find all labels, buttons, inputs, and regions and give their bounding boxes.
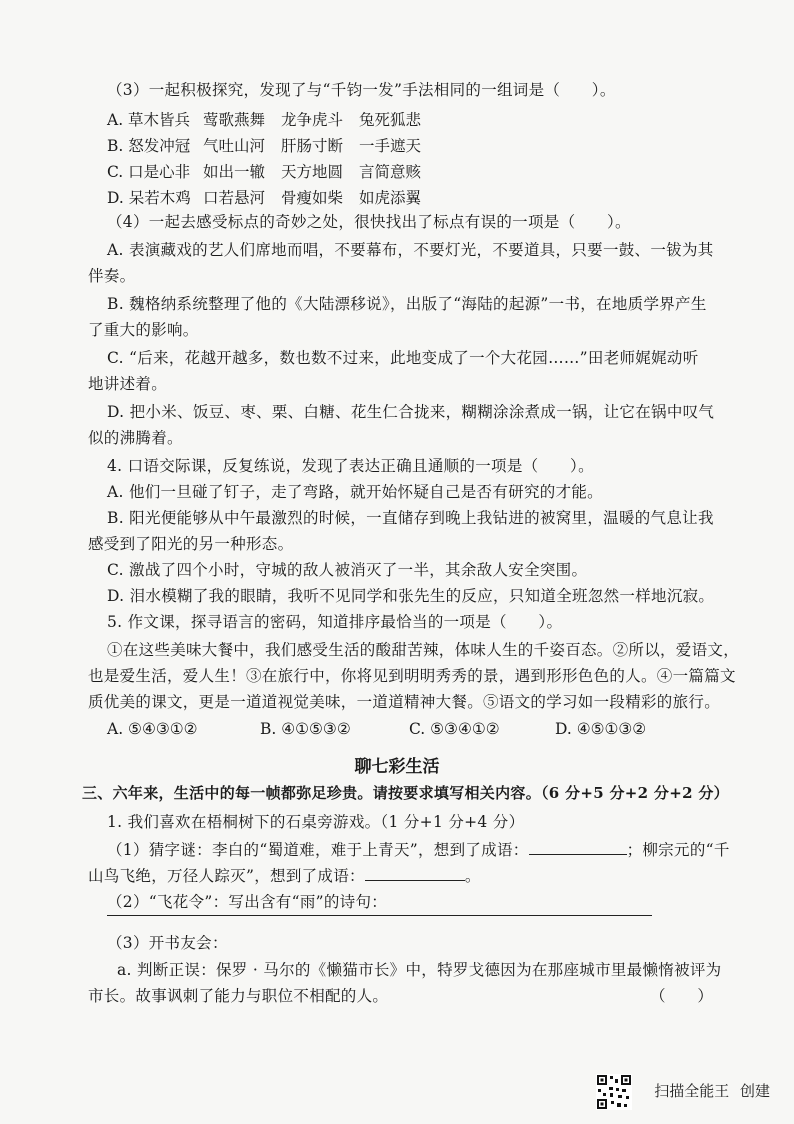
q4-stem: （4）一起去感受标点的奇妙之处，很快找出了标点有误的一项是（ ）。: [107, 213, 631, 231]
q3-d-2: 口若悬河: [203, 189, 266, 207]
q3-c-2: 如出一辙: [203, 163, 266, 181]
q3-d-4: 如虎添翼: [359, 189, 422, 207]
q3-c-1: C. 口是心非: [107, 163, 191, 181]
true-false-answer-paren[interactable]: （ ）: [650, 987, 714, 1005]
scanner-app-name: 扫描全能王: [654, 1082, 730, 1100]
q3-a-2: 莺歌燕舞: [203, 111, 266, 129]
q3-a-4: 兔死狐悲: [359, 111, 422, 129]
true-false-line1: a. 判断正误：保罗 · 马尔的《懒猫市长》中，特罗戈德因为在那座城市里最懒惰被评为: [117, 961, 722, 979]
part3-heading: 三、六年来，生活中的每一帧都弥足珍贵。请按要求填写相关内容。（6 分+5 分+2 分+2 分）: [82, 784, 729, 802]
idiom-answer-blank-1[interactable]: [529, 840, 627, 855]
q4b-stem: 4. 口语交际课，反复练说，发现了表达正确且通顺的一项是（ ）。: [107, 457, 594, 475]
q3-stem: （3）一起积极探究，发现了与“千钧一发”手法相同的一组词是（ ）。: [107, 81, 616, 99]
qr-code-icon: [596, 1074, 632, 1110]
q3-d-1: D. 呆若木鸡: [107, 189, 191, 207]
riddle1-suffix: ；柳宗元的“千: [626, 841, 730, 859]
q3-a-1: A. 草木皆兵: [107, 111, 191, 129]
q3-b-1: B. 怒发冲冠: [107, 137, 191, 155]
q4b-option-a: A. 他们一旦碰了钉子，走了弯路，就开始怀疑自己是否有研究的才能。: [107, 483, 603, 501]
scanner-action: 创建: [739, 1082, 770, 1100]
q4-d-line1: D. 把小米、饭豆、枣、栗、白糖、花生仁合拢来，糊糊涂涂煮成一锅，让它在锅中叹气: [107, 403, 715, 421]
q4-d-line2: 似的沸腾着。: [88, 429, 183, 447]
q4-a-line1: A. 表演藏戏的艺人们席地而唱，不要幕布，不要灯光，不要道具，只要一鼓、一钹为其: [107, 241, 714, 259]
q3-c-4: 言简意赅: [359, 163, 422, 181]
q5-option-b: B. ④①⑤③②: [260, 720, 351, 738]
q5-passage-line3: 质优美的课文，更是一道道视觉美味，一道道精神大餐。⑤语文的学习如一段精彩的旅行。: [88, 693, 721, 711]
book-club-prompt: （3）开书友会：: [107, 934, 228, 952]
q4-c-line1: C. “后来，花越开越多，数也数不过来，此地变成了一个大花园……”田老师娓娓动听: [107, 349, 699, 367]
q4b-option-c: C. 激战了四个小时，守城的敌人被消灭了一半，其余敌人安全突围。: [107, 561, 588, 579]
q5-option-c: C. ⑤③④①②: [409, 720, 500, 738]
q3-a-3: 龙争虎斗: [281, 111, 344, 129]
riddle-line1: [107, 840, 730, 860]
part3-q1: 1. 我们喜欢在梧桐树下的石桌旁游戏。（1 分+1 分+4 分）: [107, 813, 525, 831]
q4-b-line2: 了重大的影响。: [88, 321, 199, 339]
q5-passage-line1: ①在这些美味大餐中，我们感受生活的酸甜苦辣，体味人生的千姿百态。②所以，爱语文，: [107, 641, 740, 659]
riddle2-suffix: 。: [464, 867, 481, 885]
riddle2-prefix: 山鸟飞绝，万径人踪灭”，想到了成语：: [88, 867, 365, 885]
riddle1-prefix: （1）猜字谜：李白的“蜀道难，难于上青天”，想到了成语：: [107, 841, 529, 859]
q4-a-line2: 伴奏。: [88, 267, 136, 285]
scanner-watermark: [654, 1080, 770, 1101]
q5-option-d: D. ④⑤①③②: [555, 720, 647, 738]
q5-passage-line2: 也是爱生活，爱人生！③在旅行中，你将见到明明秀秀的景，遇到形形色色的人。④一篇篇文: [88, 667, 736, 685]
q5-option-a: A. ⑤④③①②: [107, 720, 198, 738]
q3-b-3: 肝肠寸断: [281, 137, 344, 155]
q4b-b-line1: B. 阳光便能够从中午最激烈的时候，一直储存到晚上我钻进的被窝里，温暖的气息让我: [107, 509, 714, 527]
q4-c-line2: 地讲述着。: [88, 375, 168, 393]
true-false-line2: 市长。故事讽刺了能力与职位不相配的人。: [88, 987, 389, 1005]
riddle-line2: [88, 866, 481, 886]
q4b-b-line2: 感受到了阳光的另一种形态。: [88, 535, 294, 553]
q4b-option-d: D. 泪水模糊了我的眼睛，我听不见同学和张先生的反应，只知道全班忽然一样地沉寂。: [107, 587, 715, 605]
q3-b-4: 一手遮天: [359, 137, 422, 155]
q3-c-3: 天方地圆: [281, 163, 344, 181]
q4-b-line1: B. 魏格纳系统整理了他的《大陆漂移说》，出版了“海陆的起源”一书，在地质学界产生: [107, 295, 707, 313]
idiom-answer-blank-2[interactable]: [365, 866, 465, 881]
q3-b-2: 气吐山河: [203, 137, 266, 155]
poem-answer-line[interactable]: [107, 915, 652, 916]
feihualing-prompt: （2）“飞花令”：写出含有“雨”的诗句：: [107, 893, 388, 911]
q3-d-3: 骨瘦如柴: [281, 189, 344, 207]
section-title: 聊七彩生活: [354, 757, 440, 777]
q5-stem: 5. 作文课，探寻语言的密码，知道排序最恰当的一项是（ ）。: [107, 613, 563, 631]
